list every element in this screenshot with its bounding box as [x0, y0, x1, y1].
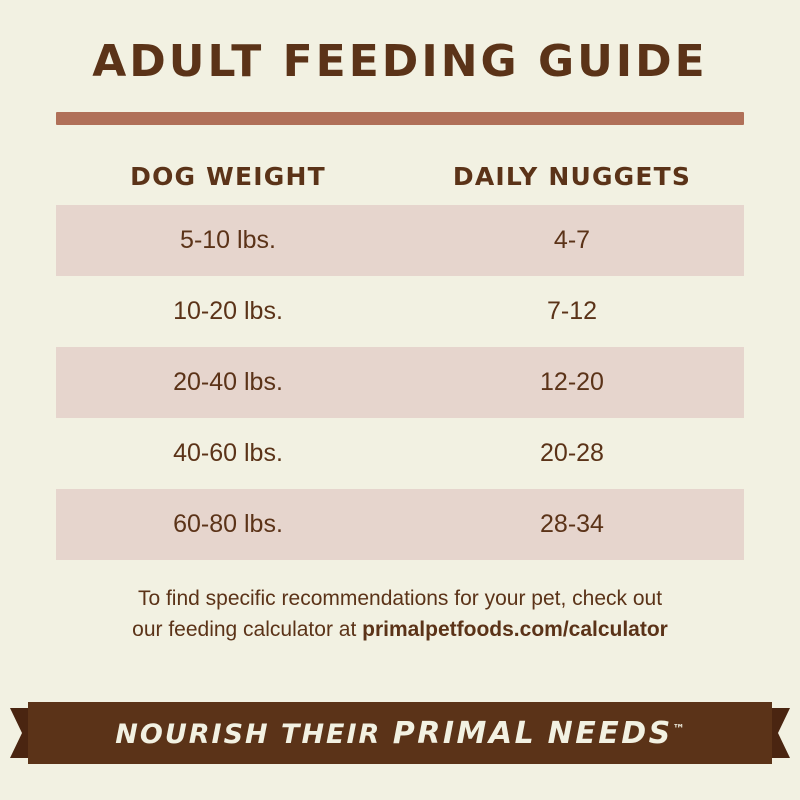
banner-word-primal: PRIMAL [392, 715, 537, 751]
banner-body [28, 702, 772, 764]
banner-word-nourish: NOURISH [115, 718, 270, 750]
column-header-dog-weight: DOG WEIGHT [130, 161, 326, 191]
column-header-daily-nuggets: DAILY NUGGETS [452, 161, 692, 191]
table-row [56, 205, 744, 276]
cell-dog-weight: 10-20 lbs. [173, 297, 283, 326]
tagline-banner [0, 702, 800, 764]
feeding-table [56, 147, 744, 560]
trademark-symbol: ™ [672, 721, 685, 736]
cell-daily-nuggets: 28-34 [540, 510, 604, 539]
cell-dog-weight: 60-80 lbs. [173, 510, 283, 539]
footnote-line-1: To find specific recommendations for your pet, check out [137, 587, 663, 611]
table-row [56, 347, 744, 418]
cell-dog-weight: 5-10 lbs. [180, 226, 276, 255]
table-row [56, 418, 744, 489]
page-title: ADULT FEEDING GUIDE [92, 36, 708, 87]
cell-dog-weight: 40-60 lbs. [173, 439, 283, 468]
banner-text [115, 716, 684, 751]
cell-daily-nuggets: 12-20 [540, 368, 604, 397]
cell-daily-nuggets: 4-7 [553, 226, 591, 255]
cell-dog-weight: 20-40 lbs. [173, 368, 283, 397]
calculator-link[interactable]: primalpetfoods.com/calculator [362, 617, 668, 641]
banner-word-their: THEIR [281, 718, 382, 750]
footnote-line-2 [55, 615, 745, 645]
title-divider [56, 112, 744, 125]
footnote [55, 584, 745, 645]
banner-word-needs: NEEDS [547, 715, 673, 751]
table-row [56, 489, 744, 560]
footnote-line-2-text: our feeding calculator at [132, 617, 363, 641]
cell-daily-nuggets: 20-28 [540, 439, 604, 468]
table-header-row [56, 147, 744, 205]
cell-daily-nuggets: 7-12 [546, 297, 598, 326]
table-row [56, 276, 744, 347]
